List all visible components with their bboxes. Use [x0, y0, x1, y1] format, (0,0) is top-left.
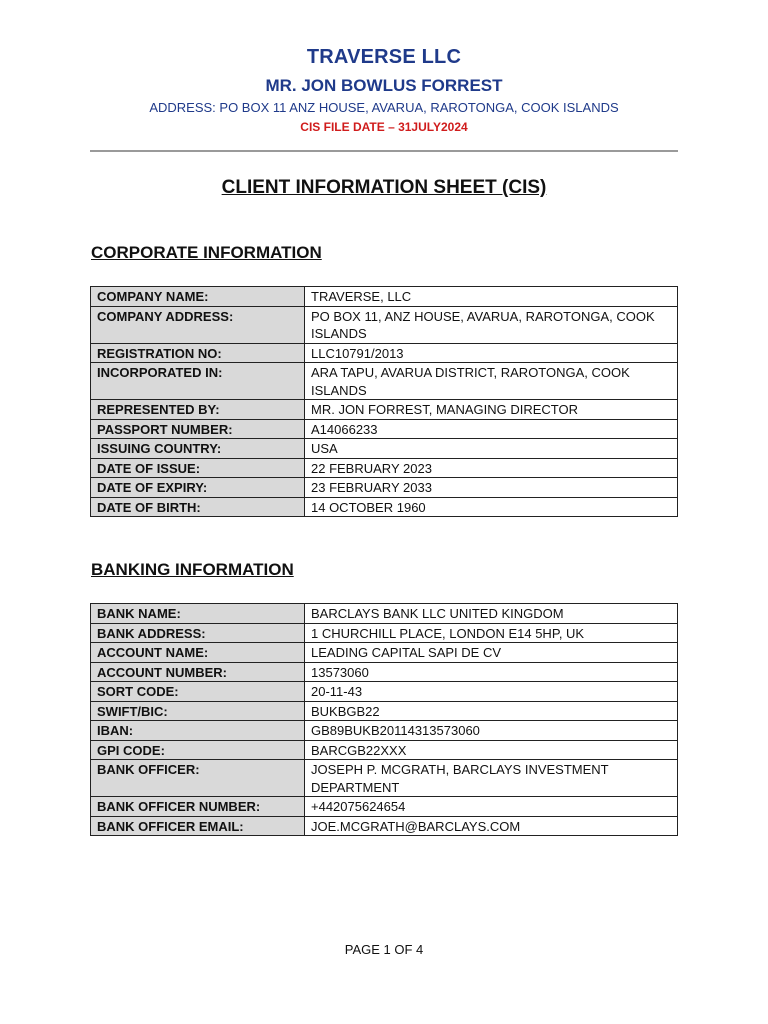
table-row — [91, 662, 678, 682]
field-label: ISSUING COUNTRY: — [91, 439, 305, 459]
field-value: 23 FEBRUARY 2033 — [305, 478, 678, 498]
field-label: COMPANY NAME: — [91, 287, 305, 307]
field-value: LEADING CAPITAL SAPI DE CV — [305, 643, 678, 663]
field-label: BANK OFFICER NUMBER: — [91, 797, 305, 817]
client-address-line: ADDRESS: PO BOX 11 ANZ HOUSE, AVARUA, RAROTONGA, COOK ISLANDS — [149, 100, 619, 115]
field-label: BANK OFFICER EMAIL: — [91, 816, 305, 836]
table-row — [91, 287, 678, 307]
field-label: DATE OF ISSUE: — [91, 458, 305, 478]
field-label: BANK ADDRESS: — [91, 623, 305, 643]
table-row — [91, 439, 678, 459]
table-row — [91, 458, 678, 478]
company-name-heading: TRAVERSE LLC — [306, 46, 462, 68]
corporate-section-heading: CORPORATE INFORMATION — [91, 243, 322, 262]
field-label: DATE OF EXPIRY: — [91, 478, 305, 498]
field-label: ACCOUNT NAME: — [91, 643, 305, 663]
field-label: REGISTRATION NO: — [91, 343, 305, 363]
table-row — [91, 363, 678, 400]
table-row — [91, 760, 678, 797]
field-label: SWIFT/BIC: — [91, 701, 305, 721]
table-row — [91, 643, 678, 663]
field-value: 20-11-43 — [305, 682, 678, 702]
table-row — [91, 419, 678, 439]
field-label: PASSPORT NUMBER: — [91, 419, 305, 439]
table-row — [91, 701, 678, 721]
field-label: ACCOUNT NUMBER: — [91, 662, 305, 682]
table-row — [91, 306, 678, 343]
document-title: CLIENT INFORMATION SHEET (CIS) — [221, 177, 547, 198]
field-value: USA — [305, 439, 678, 459]
field-value: 14 OCTOBER 1960 — [305, 497, 678, 517]
header-divider — [90, 150, 678, 152]
field-value: BARCGB22XXX — [305, 740, 678, 760]
field-label: INCORPORATED IN: — [91, 363, 305, 400]
field-value: 1 CHURCHILL PLACE, LONDON E14 5HP, UK — [305, 623, 678, 643]
table-row — [91, 478, 678, 498]
client-name-heading: MR. JON BOWLUS FORREST — [265, 76, 503, 95]
field-value: PO BOX 11, ANZ HOUSE, AVARUA, RAROTONGA, COOK ISLANDS — [305, 306, 678, 343]
table-row — [91, 682, 678, 702]
field-value: BUKBGB22 — [305, 701, 678, 721]
field-value: GB89BUKB20114313573060 — [305, 721, 678, 741]
table-row — [91, 797, 678, 817]
field-label: BANK OFFICER: — [91, 760, 305, 797]
field-label: COMPANY ADDRESS: — [91, 306, 305, 343]
field-label: BANK NAME: — [91, 604, 305, 624]
page-number: PAGE 1 OF 4 — [344, 942, 424, 957]
field-value: JOSEPH P. MCGRATH, BARCLAYS INVESTMENT DEPARTMENT — [305, 760, 678, 797]
field-label: DATE OF BIRTH: — [91, 497, 305, 517]
table-row — [91, 497, 678, 517]
field-value: BARCLAYS BANK LLC UNITED KINGDOM — [305, 604, 678, 624]
field-value: +442075624654 — [305, 797, 678, 817]
banking-section-heading: BANKING INFORMATION — [91, 560, 294, 579]
field-value: A14066233 — [305, 419, 678, 439]
field-value: MR. JON FORREST, MANAGING DIRECTOR — [305, 400, 678, 420]
field-value: 22 FEBRUARY 2023 — [305, 458, 678, 478]
table-row — [91, 343, 678, 363]
field-label: REPRESENTED BY: — [91, 400, 305, 420]
table-row — [91, 400, 678, 420]
field-label: GPI CODE: — [91, 740, 305, 760]
table-row — [91, 721, 678, 741]
field-value: LLC10791/2013 — [305, 343, 678, 363]
table-row — [91, 816, 678, 836]
banking-info-table — [90, 603, 678, 836]
table-row — [91, 740, 678, 760]
cis-file-date: CIS FILE DATE – 31JULY2024 — [300, 120, 468, 134]
field-value: JOE.MCGRATH@BARCLAYS.COM — [305, 816, 678, 836]
table-row — [91, 623, 678, 643]
table-row — [91, 604, 678, 624]
field-label: IBAN: — [91, 721, 305, 741]
field-value: ARA TAPU, AVARUA DISTRICT, RAROTONGA, COOK ISLANDS — [305, 363, 678, 400]
corporate-info-table — [90, 286, 678, 517]
field-value: TRAVERSE, LLC — [305, 287, 678, 307]
field-label: SORT CODE: — [91, 682, 305, 702]
field-value: 13573060 — [305, 662, 678, 682]
